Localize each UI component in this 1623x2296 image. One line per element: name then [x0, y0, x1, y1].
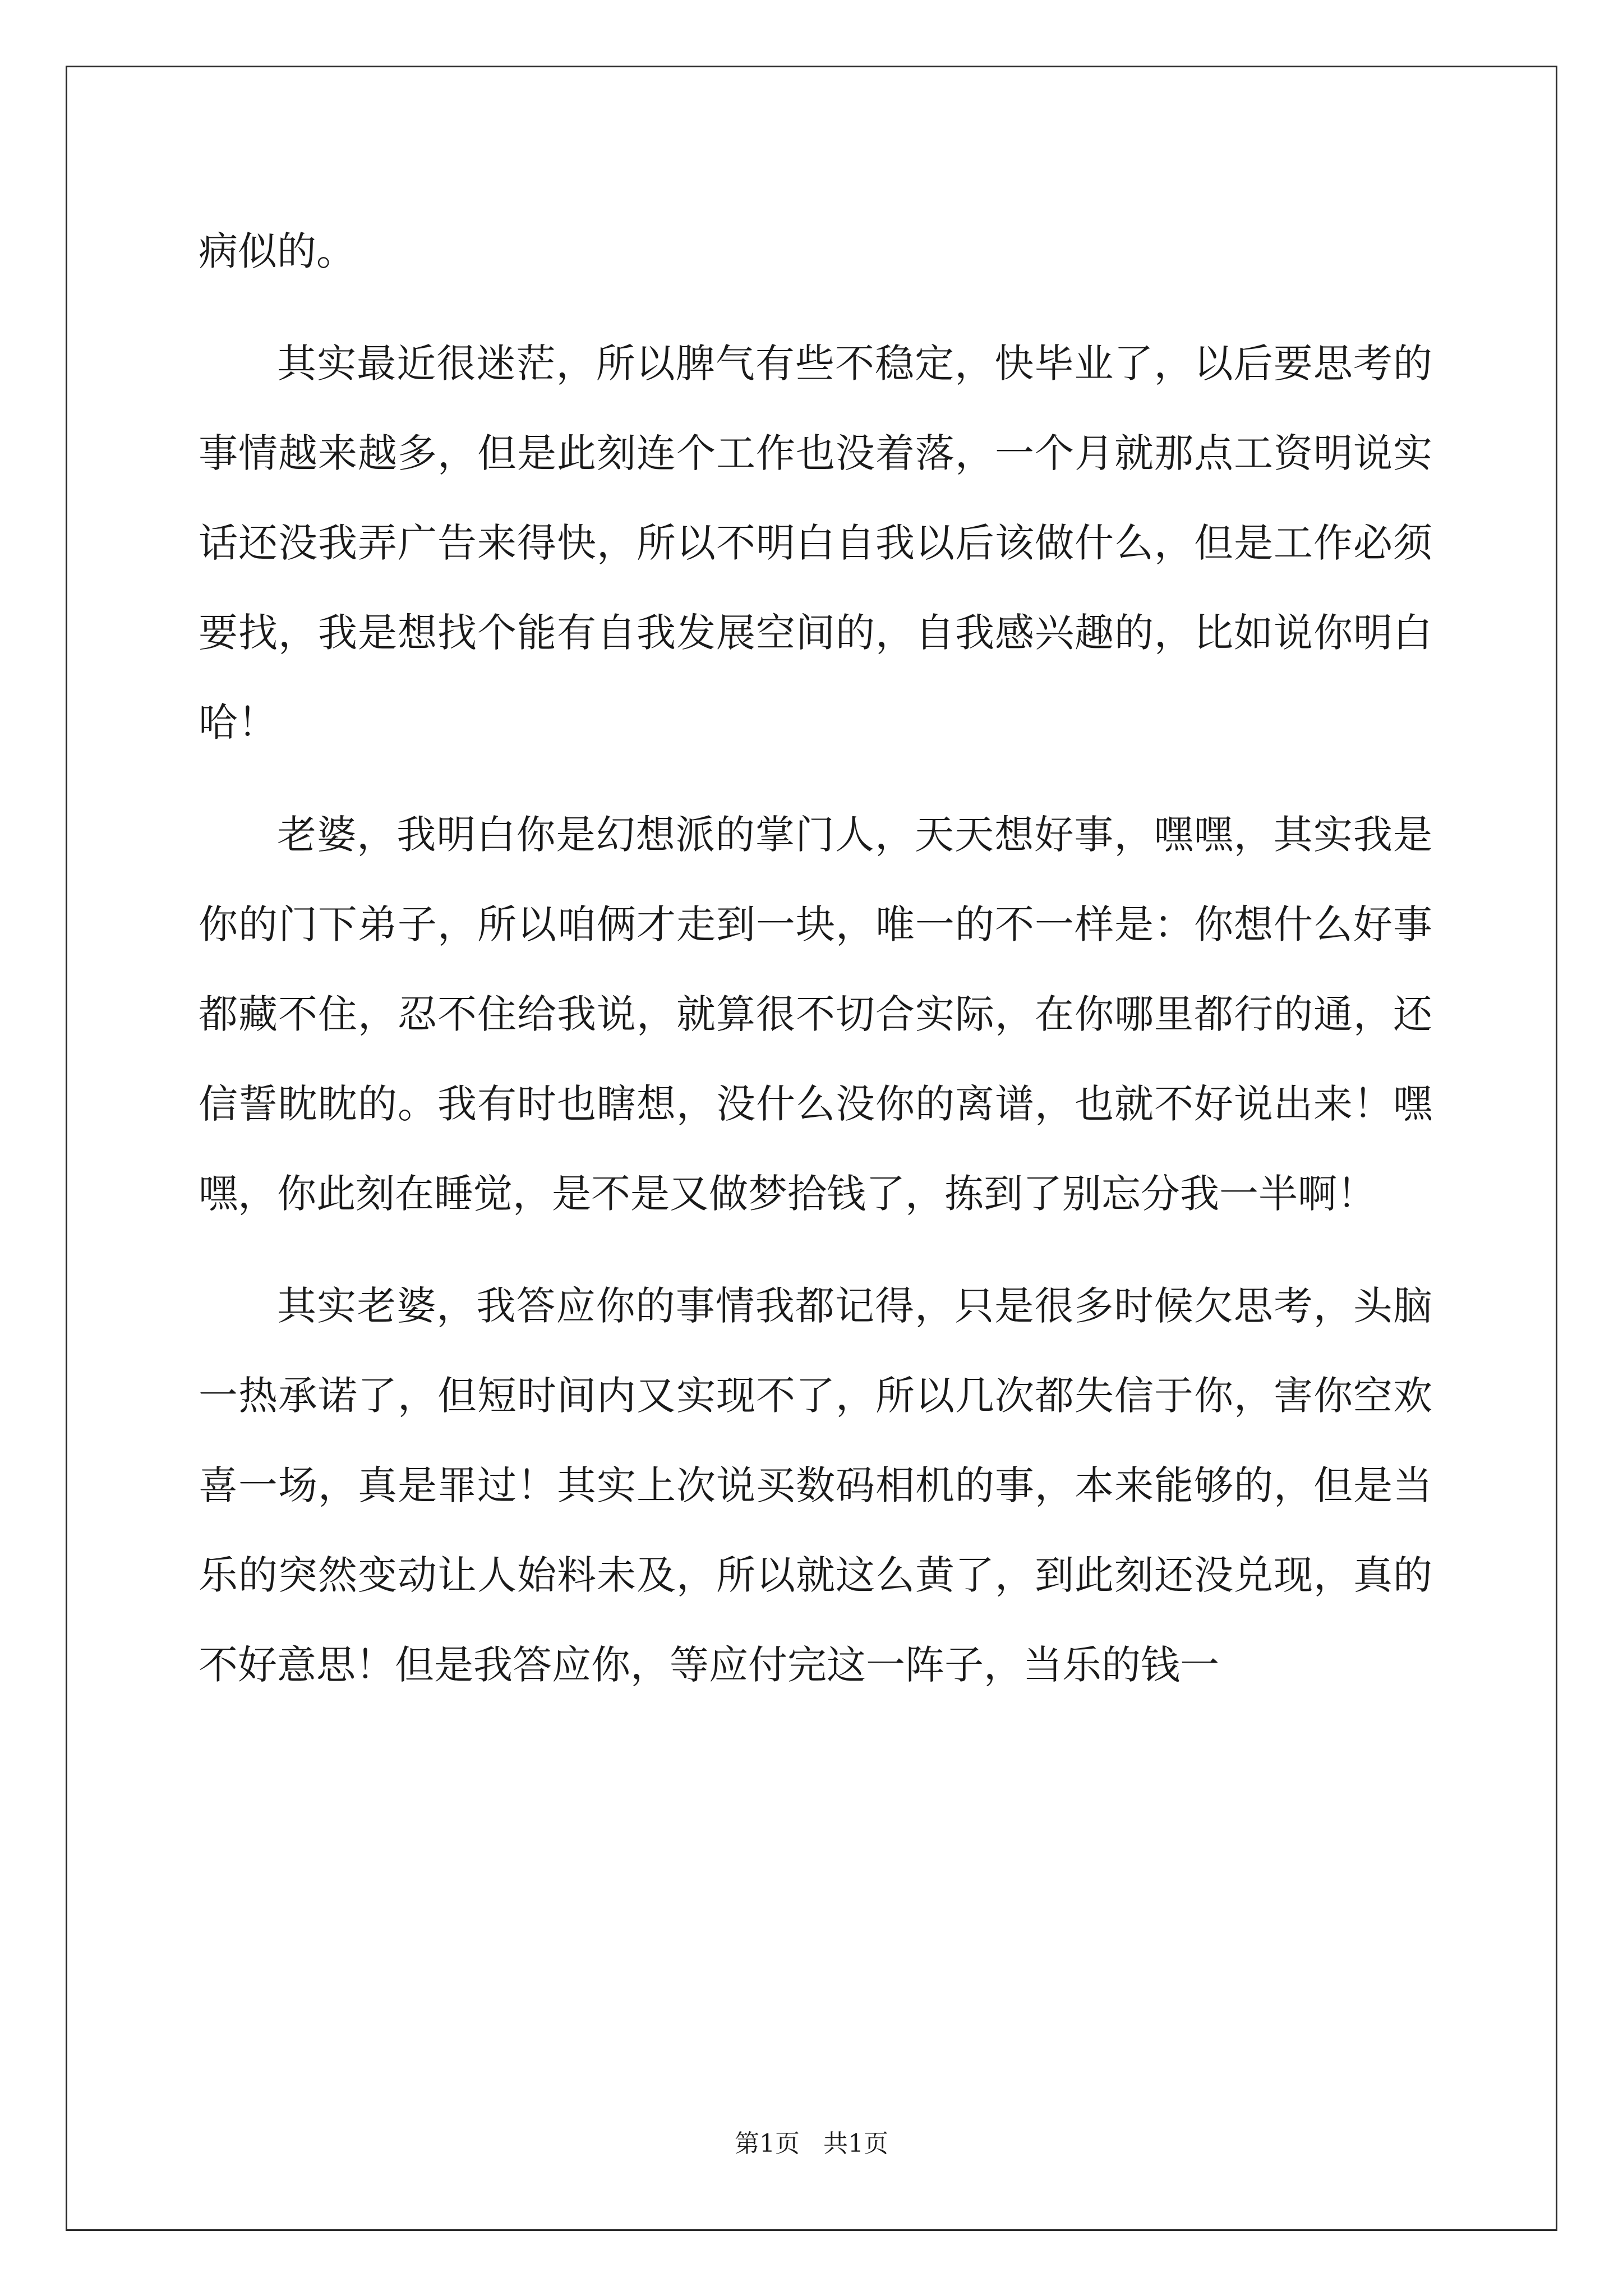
document-body [199, 206, 1432, 1732]
paragraph-3: 老婆，我明白你是幻想派的掌门人，天天想好事，嘿嘿，其实我是你的门下弟子，所以咱俩才走到一块，唯一的不一样是：你想什么好事都藏不住，忍不住给我说，就算很不切合实际，在你哪里都行的通，还信誓眈眈的。我有时也瞎想，没什么没你的离谱，也就不好说出来！嘿嘿，你此刻在睡觉，是不是又做梦拾钱了，拣到了别忘分我一半啊！ [199, 812, 1432, 1217]
paragraph-2: 其实最近很迷茫，所以脾气有些不稳定，快毕业了，以后要思考的事情越来越多，但是此刻连个工作也没着落，一个月就那点工资明说实话还没我弄广告来得快，所以不明白自我以后该做什么，但是工作必须要找，我是想找个能有自我发展空间的，自我感兴趣的，比如说你明白哈！ [199, 341, 1432, 746]
paragraph-1: 病似的。 [199, 228, 356, 274]
paragraph-4: 其实老婆，我答应你的事情我都记得，只是很多时候欠思考，头脑一热承诺了，但短时间内又实现不了，所以几次都失信于你，害你空欢喜一场，真是罪过！其实上次说买数码相机的事，本来能够的，但是当乐的突然变动让人始料未及，所以就这么黄了，到此刻还没兑现，真的不好意思！但是我答应你，等应付完这一阵子，当乐的钱一 [199, 1283, 1432, 1688]
page-footer: 第1页 共1页 [735, 2129, 888, 2158]
